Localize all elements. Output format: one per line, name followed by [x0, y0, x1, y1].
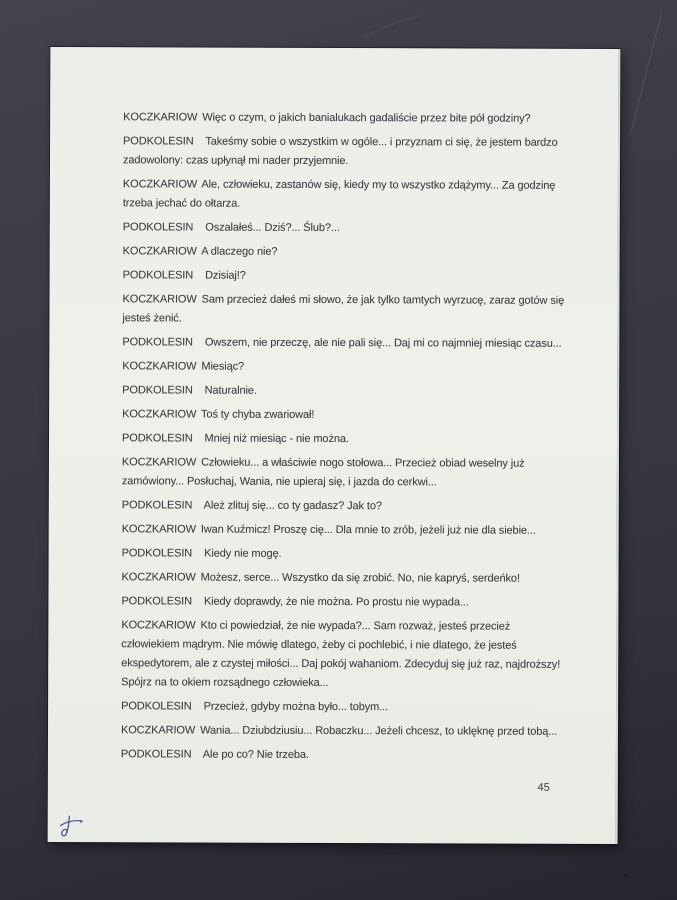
dialogue-text: Ależ zlituj się... co ty gadasz? Jak to? — [203, 499, 382, 513]
dialogue-line — [122, 381, 570, 402]
dialogue-line — [122, 333, 570, 354]
dialogue-line — [123, 108, 571, 129]
speaker-name: KOCZKARIOW — [122, 293, 197, 306]
speaker-name: KOCZKARIOW — [122, 408, 197, 421]
dialogue-text: Możesz, serce... Wszystko da się zrobić. No, nie kapryś, serdeńko! — [200, 571, 520, 585]
speaker-name: KOCZKARIOW — [120, 724, 196, 737]
dialogue-text: Kto ci powiedział, że nie wypada?... Sam rozważ, jesteś przecież człowiekiem mądrym. Nie mówię dlatego, żeby ci pochlebić, i nie dlatego, że jesteś ekspedytorem, ale z czystej miłości... Daj pokój wahaniom. Zdecyduj się już raz, najdroższy! Spójrz na to okiem rozsądnego człowieka... — [121, 619, 561, 689]
dialogue-text: Więc o czym, o jakich banialukach gadaliście przez bite pół godziny? — [202, 111, 531, 125]
script-page — [48, 47, 621, 844]
dialogue-text: Toś ty chyba zwariował! — [201, 408, 315, 421]
dialogue-line — [122, 357, 570, 378]
dialogue-text: Owszem, nie przeczę, ale nie pali się... Daj mi co najmniej miesiąc czasu... — [204, 336, 562, 350]
dialogue-line — [122, 568, 570, 589]
dust-speck — [624, 874, 627, 877]
dialogue-text: Mniej niż miesiąc - nie można. — [204, 432, 349, 446]
speaker-name: PODKOLESIN — [122, 269, 194, 282]
dialogue-line — [123, 218, 571, 239]
dialogue-line — [122, 453, 570, 493]
dialogue-line — [122, 429, 570, 450]
speaker-name: KOCZKARIOW — [122, 178, 198, 191]
dialogue-line — [121, 616, 569, 694]
dialogue-text: Iwan Kuźmicz! Proszę cię... Dla mnie to zrób, jeżeli już nie dla siebie... — [200, 523, 536, 537]
page-number: 45 — [537, 781, 550, 794]
dialogue-text: Ale po co? Nie trzeba. — [202, 748, 309, 761]
dialogue-line — [123, 175, 571, 215]
dialogue-text: Człowieku... a właściwie nogo stołowa... Przecież obiad weselny już zamówiony... Posłuchaj, Wania, nie upieraj się, i jazda do cerkwi... — [121, 456, 525, 489]
dialogue-line — [121, 592, 569, 613]
dialogue-text: Wania... Dziubdziusiu... Robaczku... Jeżeli chcesz, to uklęknę przed tobą... — [200, 724, 558, 738]
dialogue-text: Naturalnie. — [204, 384, 257, 397]
speaker-name: PODKOLESIN — [122, 432, 193, 445]
dialogue-line — [122, 290, 570, 330]
dialogue-text: Miesiąc? — [201, 360, 245, 373]
dialogue-line — [123, 266, 571, 287]
dialogue-line — [122, 544, 570, 565]
speaker-name: PODKOLESIN — [122, 336, 193, 349]
speaker-name: PODKOLESIN — [121, 700, 192, 713]
speaker-name: PODKOLESIN — [122, 221, 194, 234]
speaker-name: KOCZKARIOW — [122, 245, 197, 258]
speaker-name: KOCZKARIOW — [122, 360, 197, 373]
dialogue-text: Sam przecież dałeś mi słowo, że jak tylko tamtych wyrzucę, zaraz gotów się jesteś żenić. — [122, 293, 565, 325]
speaker-name: KOCZKARIOW — [121, 456, 197, 469]
speaker-name: PODKOLESIN — [121, 499, 193, 512]
dialogue-line — [121, 697, 569, 718]
dialogue-text: Kiedy doprawdy, że nie można. Po prostu nie wypada... — [203, 595, 469, 609]
dialogue-line — [122, 520, 570, 541]
dialogue-text: Dzisiaj!? — [205, 269, 246, 282]
dialogue-text: Przecież, gdyby można było... tobym... — [203, 700, 389, 714]
speaker-name: PODKOLESIN — [121, 547, 193, 560]
speaker-name: KOCZKARIOW — [121, 619, 196, 632]
dialogue-line — [121, 745, 569, 766]
speaker-name: PODKOLESIN — [120, 748, 192, 761]
speaker-name: PODKOLESIN — [122, 384, 193, 397]
speaker-name: KOCZKARIOW — [123, 111, 198, 124]
dialogue-text: Kiedy nie mogę. — [204, 547, 282, 560]
dialogue-text: Ale, człowieku, zastanów się, kiedy my to wszystko zdążymy... Za godzinę trzeba jechać do ołtarza. — [122, 178, 556, 210]
dialogue-line — [122, 496, 570, 517]
speaker-name: KOCZKARIOW — [121, 523, 196, 536]
handwritten-mark-icon — [55, 811, 88, 841]
dialogue-line — [123, 132, 571, 172]
speaker-name: PODKOLESIN — [121, 595, 193, 608]
speaker-name: PODKOLESIN — [123, 135, 194, 148]
dialogue-text: A dlaczego nie? — [201, 245, 278, 258]
speaker-name: KOCZKARIOW — [121, 571, 196, 584]
dialogue-line — [123, 242, 571, 263]
dialogue-list — [121, 108, 571, 771]
dialogue-line — [121, 721, 569, 742]
dialogue-text: Takeśmy sobie o wszystkim w ogóle... i przyznam ci się, że jestem bardzo zadowolony: czas upłynął mi nader przyjemnie. — [122, 135, 558, 168]
dialogue-text: Oszalałeś... Dziś?... Ślub?... — [205, 221, 340, 235]
dialogue-line — [122, 405, 570, 426]
